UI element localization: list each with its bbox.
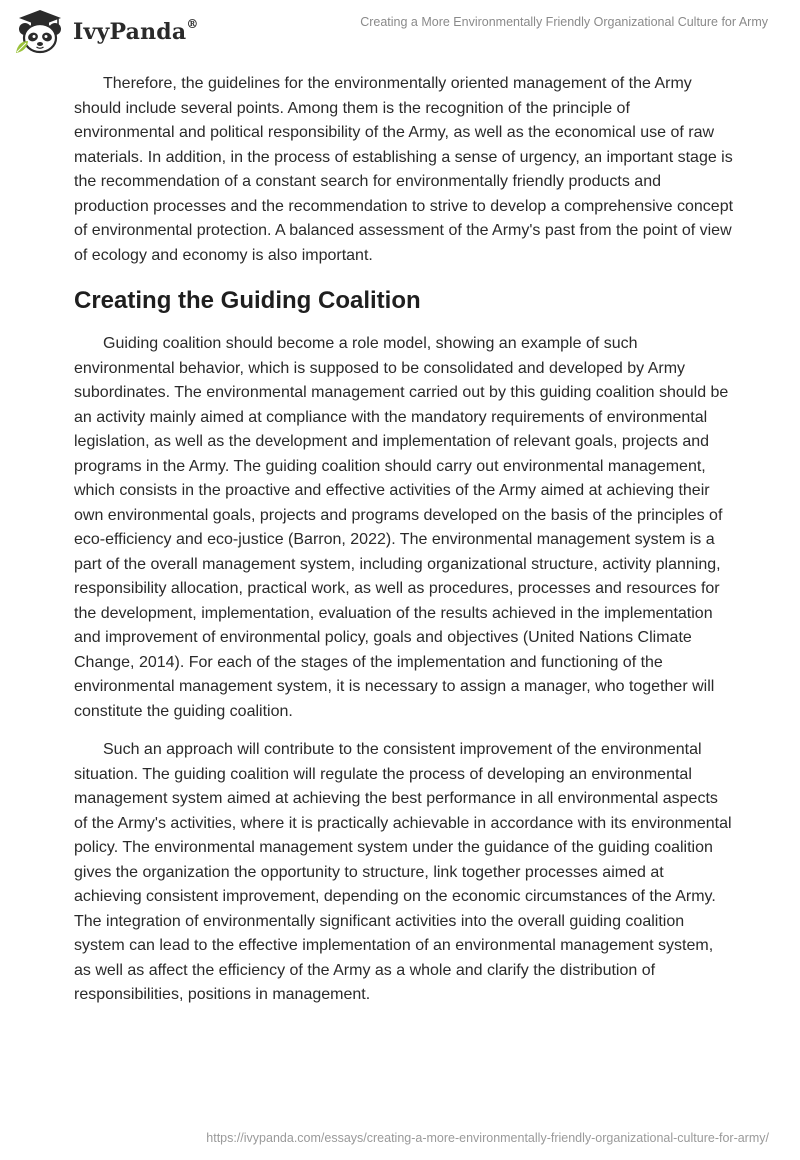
document-title: Creating a More Environmentally Friendly Organizational Culture for Army [360, 15, 768, 29]
essay-body [74, 72, 734, 1022]
section-heading: Creating the Guiding Coalition [74, 287, 421, 314]
brand-name: IvyPanda® [73, 17, 199, 45]
panda-graduate-icon [14, 9, 66, 55]
source-url[interactable]: https://ivypanda.com/essays/creating-a-more-environmentally-friendly-organizational-culture-for-army/ [206, 1131, 769, 1145]
paragraph-urgency-guidelines: Therefore, the guidelines for the environmentally oriented management of the Army should include several points. Among them is the recognition of the principle of environmental and political responsibility of the Army, as well as the economical use of raw materials. In addition, in the process of establishing a sense of urgency, an important stage is the recommendation of a constant search for environmentally friendly products and production processes and the recommendation to strive to develop a comprehensive concept of environmental protection. A balanced assessment of the Army's past from the point of view of ecology and economy is also important. [74, 75, 734, 264]
paragraph-guiding-coalition: Guiding coalition should become a role model, showing an example of such environmental behavior, which is supposed to be consolidated and developed by Army subordinates. The environmental management carried out by this guiding coalition should be an activity mainly aimed at compliance with the mandatory requirements of environmental legislation, as well as the development and implementation of relevant goals, projects and programs in the Army. The guiding coalition should carry out environmental management, which consists in the proactive and effective activities of the Army aimed at achieving their own environmental goals, projects and programs developed on the basis of the principles of eco-efficiency and eco-justice (Barron, 2022). The environmental management system is a part of the overall management system, including organizational structure, activity planning, responsibility allocation, practical work, as well as procedures, processes and resources for the development, implementation, evaluation of the results achieved in the implementation and improvement of environmental policy, goals and objectives (United Nations Climate Change, 2014). For each of the stages of the implementation and functioning of the environmental management system, it is necessary to assign a manager, who together will constitute the guiding coalition. [74, 335, 729, 720]
page-header [0, 0, 800, 64]
paragraph-approach: Such an approach will contribute to the consistent improvement of the environmental situation. The guiding coalition will regulate the process of developing an environmental management system aimed at achieving the best performance in all environmental aspects of the Army's activities, where it is practically achievable in accordance with its environmental policy. The environmental management system under the guidance of the guiding coalition gives the organization the opportunity to structure, link together processes aimed at achieving consistent improvement, depending on the economic circumstances of the Army. The integration of environmentally significant activities into the overall guiding coalition system can lead to the effective implementation of an environmental management system, as well as affect the efficiency of the Army as a whole and clarify the distribution of responsibilities, positions in management. [74, 741, 732, 1003]
registered-mark: ® [186, 17, 199, 31]
brand-logo[interactable] [14, 8, 199, 56]
